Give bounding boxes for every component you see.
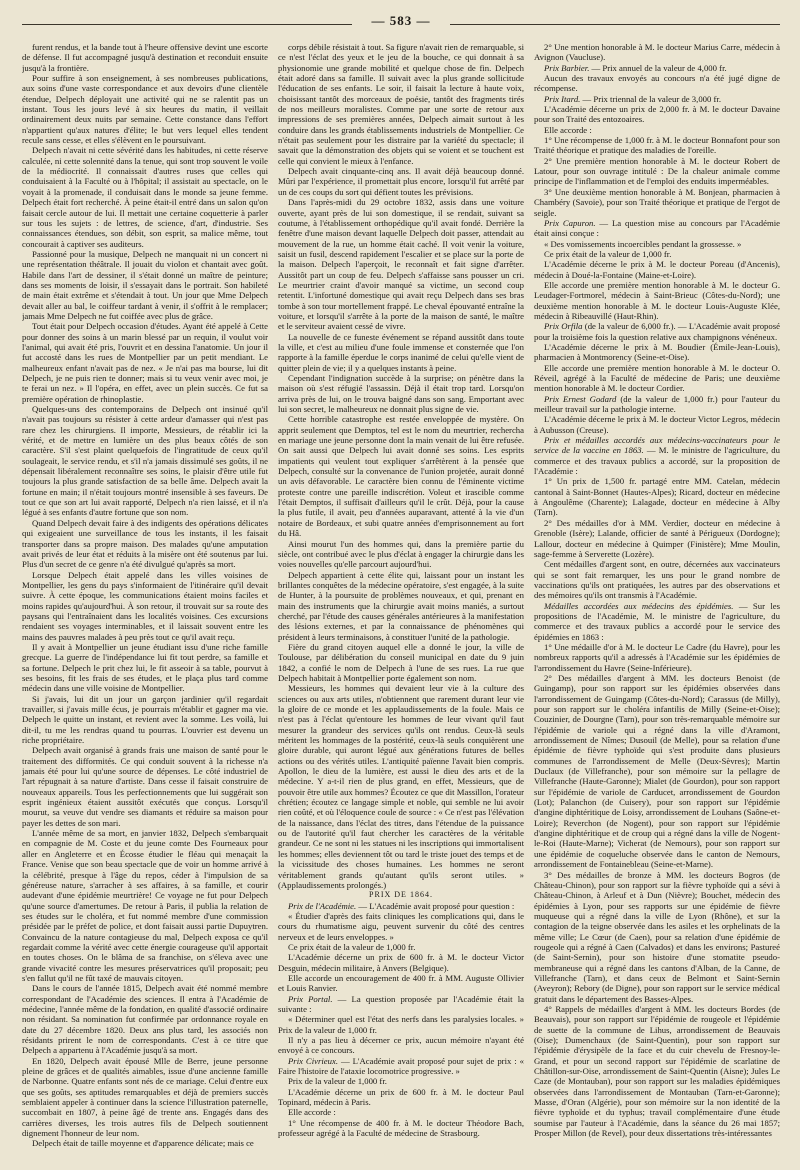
paragraph: 4° Rappels de médailles d'argent à MM. les docteurs Bordes (de Beauvais), pour son rapport sur l'épidémie de rougeole et l'épidémie de suette de la commune de Lihus, arrondissement de Beauvais (Oise); Dumenchaux (de Saint-Quentin), pour son rapport sur l'épidémie d'érysipèle de la face et du cuir chevelu de Fresnoy-le-Grand, et pour un second rapport sur l'épidémie de scarlatine de Châtillon-sur-Oise, arrondissement de Saint-Quentin (Aisne); Jules Le Caze (de Montauban), pour son rapport sur les maladies épidémiques observées dans l'arrondissement de Montauban (Tarn-et-Garonne); Masse, d'Oran (Algérie), pour son mémoire sur la non identité de la fièvre typhoïde et du typhus; travail complémentaire d'une étude soumise par l'auteur à l'Académie, dans la séance du 26 mai 1857; Prosper Millon (de Revel), pour deux dissertations très-intéressantes [534, 1003, 780, 1139]
paragraph: L'Académie décerne le prix à M. le docteur Poreau (d'Ancenis), médecin à Doué-la-Fontaine (Maine-et-Loire). [534, 259, 780, 280]
paragraph: Fière du grand citoyen auquel elle a donné le jour, la ville de Toulouse, par délibération du conseil municipal en date du 9 juin 1842, a confié le nom de Delpech à l'une de ses rues. La rue que Delpech habitait à Montpellier porte également son nom. [278, 641, 524, 683]
paragraph: Elle accorde un encouragement de 400 fr. à MM. Auguste Ollivier et Louis Ranvier. [278, 972, 524, 994]
paragraph: L'Académie décerne un prix de 600 fr. à M. le docteur Paul Topinard, médecin à Paris. [278, 1086, 524, 1108]
paragraph: En 1820, Delpech avait épousé Mlle de Berre, jeune personne pleine de grâces et de qualités aimables, issue d'une ancienne famille de Narbonne. Quatre enfants sont nés de ce mariage. Celui d'entre eux que ses goûts, ses aptitudes remarquables et déjà de premiers succès semblaient appeler à continuer dans la science l'illustration paternelle, succombait en 1807, à peine âgé de trente ans. Engagés dans des carrières diverses, les trois autres fils de Delpech soutiennent dignement l'honneur de leur nom. [22, 1055, 268, 1139]
paragraph: Dans l'après-midi du 29 octobre 1832, assis dans une voiture ouverte, ayant près de lui son domestique, il se rendait, suivant sa coutume, à l'établissement orthopédique qu'il avait fondé. Derrière la fenêtre d'une maison devant laquelle Delpech doit passer, attendait au mouvement de la rue, un homme était caché. Il voit venir la voiture, saisit un fusil, descend rapidement l'escalier et se place sur la porte de la maison. Delpech l'aperçoit, le reconnaît et fait signe d'arrêter. Aussitôt part un coup de feu. Delpech s'affaisse sans pousser un cri. Le meurtrier craint d'avoir manqué sa victime, un second coup retentit. L'infortuné domestique qui avait reçu Delpech dans ses bras tombe à son tour mortellement frappé. Le cheval épouvanté entraîne la voiture, et lorsqu'il s'arrête à la porte de la maison de santé, le maître et le serviteur avaient cessé de vivre. [278, 197, 524, 332]
paragraph: Tout était pour Delpech occasion d'études. Ayant été appelé à Cette pour donner des soins à un marin blessé par un requin, il voulut voir l'animal, qui avait été pris, l'ouvrit et en dessina l'anatomie. Un jour il fut accosté dans les rues de Montpellier par un petit mendiant. Le malheureux enfant n'avait pas de nez. « Je n'ai pas ma bourse, lui dit Delpech, je ne puis rien te donner; mais si tu veux venir avec moi, je te ferai un nez. » Il l'opéra, en effet, avec un plein succès. Ce fut sa première opération de rhinoplastie. [22, 321, 268, 404]
paragraph: Prix et médailles accordés aux médecins-vaccinateurs pour le service de la vaccine en 1863. — M. le ministre de l'agriculture, du commerce et des travaux publics a accordé, sur la proposition de l'Académie : [534, 435, 780, 477]
paragraph: 3° Des médailles de bronze à MM. les docteurs Bogros (de Château-Chinon), pour son rapport sur la fièvre typhoïde qui a sévi à Château-Chinon, à Arleuf et à Dun (Nièvre); Bouchet, médecin des épidémies à Lyon, pour ses rapports sur une épidémie de fièvre muqueuse qui a régné dans la ville de Lyon (Rhône), et sur la contagion de la teigne observée dans les asiles et les orphelinats de la même ville; Le Cœur (de Caen), pour sa relation d'une épidémie de rougeole qui a régné à Caen (Calvados) et dans les environs; Pastureé (de Saint-Sernin), pour son histoire d'une stomatite pseudo-membraneuse qui a régné dans les cantons d'Alban, de la Canne, de Villefranche (Tarn), et dans ceux de Belmont et Saint-Sernin (Aveyron); Rebory (de Digne), pour son rapport sur le service médical gratuit dans le département des Basses-Alpes. [534, 869, 780, 1004]
paragraph: Prix Ernest Godard (de la valeur de 1,000 fr.) pour l'auteur du meilleur travail sur la pathologie interne. [534, 393, 780, 415]
paragraph: 2° Des médailles d'argent à MM. les docteurs Benoist (de Guingamp), pour son rapport sur les épidémies observées dans l'arrondissement de Guingamp (Côtes-du-Nord); Carassus (de Milly), pour son rapport sur le choléra infantilis de Milly (Seine-et-Oise); Couzinier, de Dourgne (Tarn), pour son très-remarquable mémoire sur l'épidémie de variole qui a régné dans la ville d'Aramont, arrondissement de Nîmes; Dusouil (de Melle), pour sa relation d'une épidémie de fièvre typhoïde qui s'est produite dans plusieurs communes de l'arrondissement de Melle (Deux-Sèvres); Martin Duclaux (de Villefranche), pour son mémoire sur la pellagre de Villefranche (Haute-Garonne); Mialet (de Gourdon), pour son rapport sur l'épidémie de variole de Carducet, arrondissement de Gourdon (Lot); Palanchon (de Cuisery), pour son rapport sur l'épidémie d'angine diphtéritique de Loisy, arrondissement de Louhans (Saône-et-Loire); Reverchon (de Nogent), pour son rapport sur l'épidémie d'angine diphtéritique et de croup qui a régné dans la ville de Nogent-le-Roi (Haute-Marne); Vicherat (de Nemours), pour son rapport sur une épidémie de coqueluche observée dans le canton de Nemours, arrondissement de Fontainebleau (Seine-et-Marne). [534, 672, 780, 870]
header-rule-right [450, 24, 780, 25]
paragraph: furent rendus, et la bande tout à l'heure offensive devint une escorte de défense. Il fut accompagné jusqu'à destination et reconduit ensuite jusqu'à la frontière. [22, 42, 268, 73]
paragraph: 1° Un prix de 1,500 fr. partagé entre MM. Catelan, médecin cantonal à Saint-Bonnet (Hautes-Alpes); Ricard, docteur en médecine à Angoulême (Charente); Lalagade, docteur en médecine à Alby (Tarn). [534, 476, 780, 518]
paragraph: L'Académie décerne un prix de 2,000 fr. à M. le docteur Davaine pour son Traité des entozoaires. [534, 104, 780, 125]
paragraph: Il n'y a pas lieu à décerner ce prix, aucun mémoire n'ayant été envoyé à ce concours. [278, 1035, 524, 1056]
paragraph: Prix de l'Académie. — L'Académie avait proposé pour question : [288, 900, 515, 911]
paragraph: Delpech appartient à cette élite qui, laissant pour un instant les brillantes conquêtes de la médecine opératoire, s'est engagée, à la suite de Hunter, à la poursuite de problèmes nouveaux, et qui, prenant en main des instruments que la chirurgie avait moins maniés, a surtout cherché, par l'étude des causes générales antérieures à la manifestation des lésions externes, et par la connaissance de phénomènes qui président à leurs terminaisons, à constituer l'unité de la pathologie. [278, 569, 524, 642]
paragraph: Quelques-uns des contemporains de Delpech ont insinué qu'il n'avait pas toujours su résister à cette ardeur d'amasser qui n'est pas rare chez les chirurgiens. Il importe, Messieurs, de rétablir ici la vérité, et de mettre en lumière un des plus beaux côtés de son caractère. S'il s'est plaint quelquefois de l'ingratitude de ceux qu'il soulageait, le service rendu, et s'il n'a jamais dissimulé ses goûts, il ne dépensait libéralement reconnaître ses soins, le plaisir d'être utile fut toujours la plus grande satisfaction de sa belle âme. Delpech avait la fortune en main; il n'était toujours montré insensible à ses faveurs. De tout ce que son art lui avait rapporté, Delpech n'a rien laissé, et il n'a légué à ses enfants d'autre fortune que son nom. [22, 404, 268, 518]
paragraph: Prix de la valeur de 1,000 fr. [288, 1076, 387, 1087]
paragraph: La nouvelle de ce funeste événement se répand aussitôt dans toute la ville, et c'est au milieu d'une foule immense et consternée que l'on rapporte à la famille éperdue le corps inanimé de celui qu'elle vient de quitter plein de vie; il y a quelques instants à peine. [278, 331, 524, 373]
paragraph: Prix Civrieux. — L'Académie avait proposé pour sujet de prix : « Faire l'histoire de l'ataxie locomotrice progressive. » [278, 1055, 524, 1077]
page-number: — 583 — [366, 13, 437, 28]
column-middle [278, 42, 524, 1150]
paragraph: Delpech avait organisé à grands frais une maison de santé pour le traitement des difformités. Ce qui conduit souvent à la richesse n'a jamais été pour lui qu'une source de dépenses. Le côté industriel de l'art répugnait à sa nature d'artiste. Dans cesse il faisait construire de nouveaux appareils. Tous les perfectionnements que lui suggérait son esprit ingénieux étaient aussitôt exécutés que conçus. Lorsqu'il mourut, sa veuve dut vendre ses diamants et réduire sa maison pour payer les dettes de son mari. [22, 745, 268, 828]
paragraph: Prix Orfila (de la valeur de 6,000 fr.). — L'Académie avait proposé pour la troisième fois la question relative aux champignons vénéneux. [534, 321, 780, 342]
paragraph: Delpech avait cinquante-cinq ans. Il avait déjà beaucoup donné. Mûri par l'expérience, il promettait plus encore, lorsqu'il fut arrêté par un de ces coups du sort qui défient toutes les prévisions. [278, 166, 524, 197]
paragraph: Ainsi mourut l'un des hommes qui, dans la première partie du siècle, ont contribué avec le plus d'éclat à engager la chirurgie dans les voies nouvelles qu'elle parcourt aujourd'hui. [278, 538, 524, 570]
paragraph: Ce prix était de la valeur de 1,000 fr. [544, 248, 672, 259]
paragraph: Messieurs, les hommes qui devaient leur vie à la culture des sciences ou aux arts utiles, n'obtiennent que rarement durant leur vie la gloire de ce monde et les applaudissements de la foule. Mais ce n'est pas à l'éclat qu'entoure les hommes de leur vivant qu'il faut mesurer la grandeur des services qu'ils ont rendus. Ceux-là seuls méritent les hommages de la postérité, ceux-là seuls conquièrent une gloire durable, qui auront légué aux générations futures de belles actions ou des vérités utiles. L'antiquité païenne l'avait bien compris. Apollon, le dieu de la lumière, est aussi le dieu des arts et de la médecine. Y a-t-il rien de plus grand, en effet, Messieurs, que de pouvoir être utile aux hommes? Écoutez ce que dit Massillon, l'orateur chrétien; écoutez ce langage simple et noble, qui semble ne lui avoir rien coûté, et où l'éloquence coule de source : « Ce n'est pas l'élévation de la naissance, dans l'éclat des titres, dans l'étendue de la puissance ou de l'autorité qu'il faut chercher les caractères de la véritable grandeur. Ce ne sont ni les statues ni les inscriptions qui immortalisent les hommes; elles deviennent tôt ou tard le triste jouet des temps et de la vicissitude des choses humaines. Les hommes ne seront véritablement grands qu'autant qu'ils seront utiles. » (Applaudissements prolongés.) [278, 683, 524, 890]
paragraph: 1° Une médaille d'or à M. le docteur Le Cadre (du Havre), pour les nombreux rapports qu'il a adressés à l'Académie sur les épidémies de l'arrondissement du Havre (Seine-Inférieure). [534, 641, 780, 673]
header-rule-left [22, 24, 352, 25]
column-right [534, 42, 780, 1150]
paragraph: Pour suffire à son enseignement, à ses nombreuses publications, aux soins d'une vaste correspondance et aux devoirs d'une clientèle étendue, Delpech déployait une activité qui ne se ralentit pas un instant. Tous les jours levé à six heures du matin, il veillait ordinairement deux nuits par semaine. Cette constance dans l'effort n'appartient qu'aux natures d'élite; le but vers lequel elles tendent recule sans cesse, et elles s'élèvent en le poursuivant. [22, 73, 268, 146]
section-heading: PRIX DE 1864. [369, 890, 433, 900]
paragraph: Quand Delpech devait faire à des indigents des opérations délicates qui exigeaient une surveillance de tous les instants, il les faisait transporter dans sa propre maison. Des malades qu'une amputation avait privés de leur état et réduits à la misère ont été soutenus par lui. Plus d'un secret de ce genre n'a été divulgué qu'après sa mort. [22, 517, 268, 570]
page-header [22, 14, 780, 34]
paragraph: Elle accorde : [288, 1107, 336, 1118]
paragraph: Médailles accordées aux médecins des épidémies. — Sur les propositions de l'Académie, M. le ministre de l'agriculture, du commerce et des travaux publics a accordé pour le service des épidémies en 1863 : [534, 600, 780, 642]
paragraph: Il y avait à Montpellier un jeune étudiant issu d'une riche famille grecque. La guerre de l'indépendance lui fit tout perdre, sa famille et sa fortune. Delpech le prit chez lui, le fit asseoir à sa table, pourvut à ses besoins, fit les frais de ses études, et le plaça plus tard comme médecin dans une ville voisine de Montpellier. [22, 641, 268, 694]
paragraph: Aucun des travaux envoyés au concours n'a été jugé digne de récompense. [534, 73, 780, 94]
paragraph: Cent médailles d'argent sont, en outre, décernées aux vaccinateurs qui se sont fait remarquer, les uns pour le grand nombre de vaccinations qu'ils ont pratiquées, les autres par des observations et des mémoires qu'ils ont transmis à l'Académie. [534, 559, 780, 601]
paragraph: L'Académie décerne le prix à M. le docteur Victor Legros, médecin à Aubusson (Creuse). [534, 414, 780, 435]
paragraph: Ce prix était de la valeur de 1,000 fr. [288, 941, 416, 952]
paragraph: Delpech n'avait ni cette sévérité dans les habitudes, ni cette réserve calculée, ni cette solennité dans la tenue, qui sont trop souvent le voile de la médiocrité. Il connaissait d'autres ruses que celles qui conduisaient à la Faculté ou à l'hôpital; il assistait au spectacle, on le voyait à la promenade, il conduisait dans le monde sa jeune femme. Delpech était fort recherché. À peine était-il entré dans un salon qu'on faisait cercle autour de lui. Il mettait une certaine coquetterie à parler sur tous les sujets : de lettres, de science, d'art, d'industrie. Ses connaissances étendues, son débit, son esprit, sa malice même, tout concourait à captiver ses auditeurs. [22, 145, 268, 249]
paragraph: Prix Portal. — La question proposée par l'Académie était la suivante : [278, 993, 524, 1014]
paragraph: L'Académie décerne un prix de 600 fr. à M. le docteur Victor Desguin, médecin militaire, à Anvers (Belgique). [278, 952, 524, 973]
column-left [22, 42, 268, 1150]
paragraph: Delpech était de taille moyenne et d'apparence délicate; mais ce [32, 1138, 254, 1149]
paragraph: Lorsque Delpech était appelé dans les villes voisines de Montpellier, les gens du pays s'informaient de l'itinéraire qu'il devait suivre. À cette époque, les communications étaient moins faciles et moins rapides qu'aujourd'hui. À son retour, il trouvait sur sa route des paysans qui l'entraînaient dans les localités voisines. Ces excursions rendaient ses voyages interminables, et il laissait souvent entre les mains des pauvres malades à peu près tout ce qu'il avait reçu. [22, 569, 268, 642]
paragraph: 1° Une récompense de 1,000 fr. à M. le docteur Bonnafont pour son Traité théorique et pratique des maladies de l'oreille. [534, 135, 780, 156]
paragraph: 1° Une récompense de 400 fr. à M. le docteur Théodore Bach, professeur agrégé à la Faculté de médecine de Strasbourg. [278, 1117, 524, 1139]
paragraph: « Étudier d'après des faits cliniques les complications qui, dans le cours du rhumatisme aigu, peuvent survenir du côté des centres nerveux et de leurs enveloppes. » [278, 910, 524, 942]
paragraph: Prix Capuron. — La question mise au concours par l'Académie était ainsi conçue : [534, 217, 780, 239]
paragraph: Elle accorde : [544, 124, 592, 135]
paragraph: L'Académie décerne le prix à M. Boudier (Émile-Jean-Louis), pharmacien à Montmorency (Seine-et-Oise). [534, 341, 780, 363]
paragraph: Elle accorde une première mention honorable à M. le docteur O. Réveil, agrégé à la Faculté de médecine de Paris; une deuxième mention honorable à M. le docteur Cordier. [534, 362, 780, 394]
paragraph: « Des vomissements incoercibles pendant la grossesse. » [544, 238, 742, 249]
paragraph: Elle accorde une première mention honorable à M. le docteur G. Leudager-Fortmorel, médecin à Saint-Brieuc (Côtes-du-Nord); une deuxième mention honorable à M. le docteur Louis-Auguste Klée, médecin à Ribeauvillé (Haut-Rhin). [534, 279, 780, 321]
paragraph: « Déterminer quel est l'état des nerfs dans les paralysies locales. » Prix de la valeur de 1,000 fr. [278, 1014, 524, 1035]
paragraph: 2° Des médailles d'or à MM. Verdier, docteur en médecine à Grenoble (Isère); Lalande, officier de santé à Périgueux (Dordogne); Lallour, docteur en médecine à Quimper (Finistère); Mme Moulin, sage-femme à Serverette (Lozère). [534, 517, 780, 559]
text-columns [22, 42, 780, 1150]
paragraph: corps débile résistait à tout. Sa figure n'avait rien de remarquable, si ce n'est l'éclat des yeux et le jeu de la bouche, ce qui donnait à sa physionomie une grande mobilité et quelque chose de fin. Delpech était adoré dans sa famille. Il suivait avec la plus grande sollicitude l'éducation de ses enfants. Le soir, il faisait la lecture à haute voix, choisissant tantôt des morceaux de poésie, tantôt des fragments tirés de nos meilleurs moralistes. Comme par une sorte de retour aux impressions de ses premières années, Delpech aimait surtout à les conduire dans les grands établissements industriels de Montpellier. Ce n'était pas seulement pour les distraire par la variété du spectacle; il savait que la démonstration des objets qui se voient et se touchent est celle qui convient le mieux à l'enfance. [278, 42, 524, 166]
paragraph: Cette horrible catastrophe est restée enveloppée de mystère. On apprit seulement que Demptos, tel est le nom du meurtrier, rechercha en mariage une jeune personne dont la main venait de lui être refusée. On sait aussi que Delpech lui avait donné ses soins. Les esprits impatients qui veulent tout expliquer s'arrêtèrent à la pensée que Delpech, consulté sur la convenance de l'union projetée, aurait donné un avis défavorable. Le caractère bien connu de l'éminente victime proteste contre une pareille indiscrétion. Voleut et irascible comme l'était Demptos, il suffisait d'ailleurs qu'il le crût. Déjà, pour la cause la plus futile, il avait, peu d'années auparavant, attenté à la vie d'un notaire de Bordeaux, et subi quatre années d'emprisonnement au fort du Hâ. [278, 414, 524, 539]
paragraph: 3° Une deuxième mention honorable à M. Bonjean, pharmacien à Chambéry (Savoie), pour son Traité théorique et pratique de l'ergot de seigle. [534, 186, 780, 218]
paragraph: 2° Une mention honorable à M. le docteur Marius Carre, médecin à Avignon (Vaucluse). [534, 42, 780, 63]
paragraph: Si j'avais, lui dit un jour un garçon jardinier qu'il regardait travailler, si j'avais mille écus, je pourrais m'établir et gagner ma vie. Delpech le quitte un instant, et revient avec la somme. Les voilà, lui dit-il, tu me les rendras quand tu pourras. L'ouvrier est devenu un riche propriétaire. [22, 693, 268, 746]
paragraph: L'année même de sa mort, en janvier 1832, Delpech s'embarquait en compagnie de M. Coste et du jeune comte Des Fourneaux pour aller en Angleterre et en Écosse étudier le fléau qui menaçait la France. Venise que son beau spectacle que de voir un homme arrivé à la célébrité, presque à l'âge du repos, céder à l'impulsion de sa généreuse nature, s'arracher à ses affaires, à sa famille, et courir audevant d'une épidémie meurtrière! Ce voyage ne fut pour Delpech qu'une source d'amertumes. De retour à Paris, il publia la relation de ses études sur le choléra, et fut nommé membre d'une commission présidée par le préfet de police, et dont faisait aussi partie Dupuytren. Convaincu de la nature contagieuse du mal, Delpech exposa ce qu'il regardait comme la vérité avec cette énergie courageuse qu'il apportait en toutes choses. On le blâma de sa franchise, on s'éleva avec une grande vivacité contre les mesures préservatrices qu'il proposait; peu s'en fallut qu'il ne fût taxé de mauvais citoyen. [22, 828, 268, 983]
paragraph: Prix Barbier. — Prix annuel de la valeur de 4,000 fr. [544, 62, 727, 73]
paragraph: Dans le cours de l'année 1815, Delpech avait été nommé membre correspondant de l'Académie des sciences. Il entra à l'Académie de médecine, l'année même de la fondation, en qualité d'associé ordinaire non résidant. Sa nomination fut confirmée par ordonnance royale en date du 27 décembre 1820. Deux ans plus tard, les associés non résidants prirent le nom de correspondants. C'est à ce titre que Delpech a appartenu à l'Académie jusqu'à sa mort. [22, 983, 268, 1056]
paragraph: Prix Itard. — Prix triennal de la valeur de 3,000 fr. [544, 93, 722, 104]
paragraph: Cependant l'indignation succède à la surprise; on pénètre dans la maison où s'est réfugié l'assassin. Déjà il était trop tard. Lorsqu'on arriva près de lui, on le trouva baigné dans son sang. Emportant avec lui son secret, le malheureux ne donnait plus signe de vie. [278, 373, 524, 415]
paragraph: Passionné pour la musique, Delpech ne manquait ni un concert ni une représentation théâtrale. Il jouait du violon et chantait avec goût. Habile dans l'art de dessiner, il s'était donné un maître de peinture; dans ses moments de loisir, il s'essayait dans le portrait. Son habileté de main était extrême et s'étendait à tout. Un jour que Mme Delpech devait aller au bal, le coiffeur tardant à venir, il s'offrit à le remplacer; jamais Mme Delpech ne fut coiffée avec plus de grâce. [22, 248, 268, 321]
paragraph: 2° Une première mention honorable à M. le docteur Robert de Latour, pour son ouvrage intitulé : De la chaleur animale comme principe de l'inflammation et de l'emploi des enduits imperméables. [534, 155, 780, 187]
